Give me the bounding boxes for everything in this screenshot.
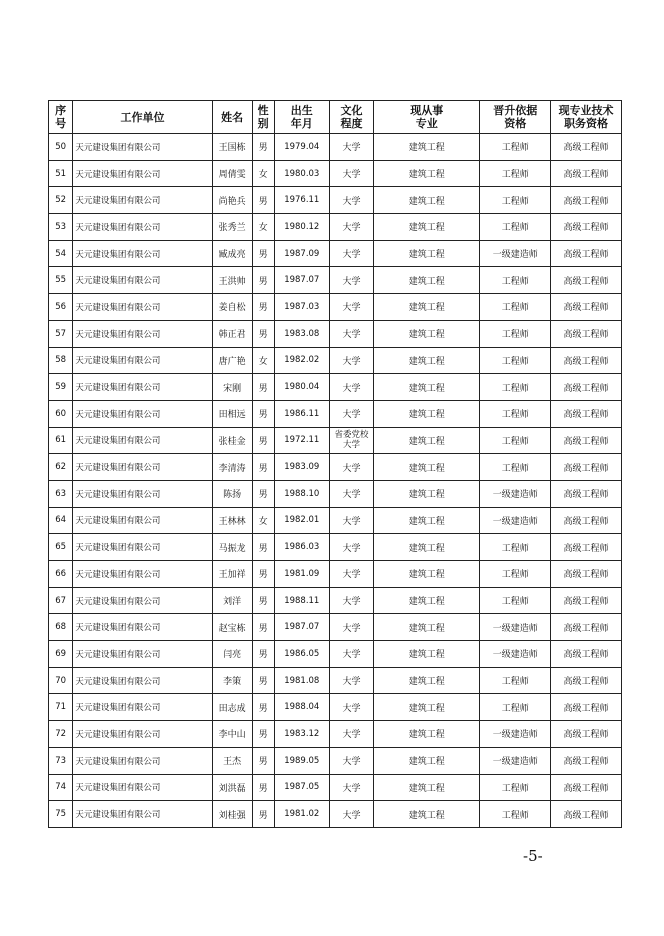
cell-seq: 52	[49, 187, 73, 214]
cell-seq: 65	[49, 534, 73, 561]
cell-unit: 天元建设集团有限公司	[73, 774, 212, 801]
cell-birth: 1979.04	[274, 134, 329, 161]
header-education: 文化 程度	[329, 101, 373, 134]
header-seq: 序 号	[49, 101, 73, 134]
cell-gender: 男	[252, 454, 274, 481]
cell-specialty: 建筑工程	[374, 534, 480, 561]
table-row	[49, 641, 622, 668]
cell-name: 周倩雯	[212, 160, 252, 187]
cell-specialty: 建筑工程	[374, 427, 480, 454]
table-row	[49, 214, 622, 241]
table-row	[49, 134, 622, 161]
cell-birth: 1987.09	[274, 240, 329, 267]
cell-gender: 男	[252, 374, 274, 401]
table-row	[49, 454, 622, 481]
cell-basis: 一级建造师	[480, 480, 551, 507]
cell-birth: 1987.07	[274, 614, 329, 641]
cell-gender: 女	[252, 160, 274, 187]
cell-education: 大学	[329, 374, 373, 401]
cell-title: 高级工程师	[551, 320, 622, 347]
cell-specialty: 建筑工程	[374, 294, 480, 321]
table-row	[49, 667, 622, 694]
cell-gender: 男	[252, 400, 274, 427]
cell-name: 闫亮	[212, 641, 252, 668]
table-row	[49, 294, 622, 321]
cell-basis: 工程师	[480, 561, 551, 588]
cell-seq: 61	[49, 427, 73, 454]
cell-title: 高级工程师	[551, 187, 622, 214]
cell-name: 臧成亮	[212, 240, 252, 267]
table-row	[49, 240, 622, 267]
cell-unit: 天元建设集团有限公司	[73, 294, 212, 321]
cell-name: 王国栋	[212, 134, 252, 161]
page-number: -5-	[523, 847, 543, 865]
cell-name: 李中山	[212, 721, 252, 748]
cell-unit: 天元建设集团有限公司	[73, 160, 212, 187]
table-row	[49, 694, 622, 721]
cell-gender: 男	[252, 561, 274, 588]
header-gender: 性 别	[252, 101, 274, 134]
cell-unit: 天元建设集团有限公司	[73, 427, 212, 454]
cell-seq: 74	[49, 774, 73, 801]
cell-basis: 工程师	[480, 187, 551, 214]
cell-specialty: 建筑工程	[374, 480, 480, 507]
cell-name: 刘桂强	[212, 801, 252, 828]
cell-birth: 1988.11	[274, 587, 329, 614]
cell-name: 韩正君	[212, 320, 252, 347]
cell-seq: 53	[49, 214, 73, 241]
cell-seq: 69	[49, 641, 73, 668]
cell-education: 大学	[329, 214, 373, 241]
cell-unit: 天元建设集团有限公司	[73, 641, 212, 668]
cell-title: 高级工程师	[551, 454, 622, 481]
cell-birth: 1982.02	[274, 347, 329, 374]
table-row	[49, 320, 622, 347]
cell-specialty: 建筑工程	[374, 614, 480, 641]
cell-birth: 1989.05	[274, 747, 329, 774]
cell-seq: 50	[49, 134, 73, 161]
cell-gender: 男	[252, 747, 274, 774]
cell-title: 高级工程师	[551, 294, 622, 321]
cell-seq: 64	[49, 507, 73, 534]
cell-title: 高级工程师	[551, 614, 622, 641]
table-row	[49, 721, 622, 748]
cell-education: 大学	[329, 507, 373, 534]
cell-title: 高级工程师	[551, 561, 622, 588]
cell-seq: 55	[49, 267, 73, 294]
cell-gender: 男	[252, 427, 274, 454]
cell-unit: 天元建设集团有限公司	[73, 134, 212, 161]
cell-unit: 天元建设集团有限公司	[73, 454, 212, 481]
cell-title: 高级工程师	[551, 347, 622, 374]
table-row	[49, 480, 622, 507]
cell-title: 高级工程师	[551, 534, 622, 561]
cell-unit: 天元建设集团有限公司	[73, 747, 212, 774]
table-row	[49, 801, 622, 828]
cell-education: 省委党校 大学	[329, 427, 373, 454]
cell-name: 马振龙	[212, 534, 252, 561]
cell-basis: 工程师	[480, 454, 551, 481]
cell-unit: 天元建设集团有限公司	[73, 400, 212, 427]
cell-name: 姜自松	[212, 294, 252, 321]
cell-title: 高级工程师	[551, 721, 622, 748]
cell-specialty: 建筑工程	[374, 587, 480, 614]
cell-gender: 男	[252, 534, 274, 561]
cell-gender: 男	[252, 801, 274, 828]
cell-education: 大学	[329, 187, 373, 214]
table-row	[49, 267, 622, 294]
cell-seq: 66	[49, 561, 73, 588]
cell-name: 赵宝栋	[212, 614, 252, 641]
cell-gender: 女	[252, 214, 274, 241]
cell-title: 高级工程师	[551, 667, 622, 694]
cell-seq: 68	[49, 614, 73, 641]
cell-birth: 1983.12	[274, 721, 329, 748]
cell-title: 高级工程师	[551, 480, 622, 507]
cell-title: 高级工程师	[551, 774, 622, 801]
table-row	[49, 160, 622, 187]
cell-basis: 一级建造师	[480, 507, 551, 534]
cell-unit: 天元建设集团有限公司	[73, 347, 212, 374]
cell-seq: 60	[49, 400, 73, 427]
cell-unit: 天元建设集团有限公司	[73, 694, 212, 721]
cell-title: 高级工程师	[551, 374, 622, 401]
cell-unit: 天元建设集团有限公司	[73, 801, 212, 828]
cell-education: 大学	[329, 561, 373, 588]
cell-basis: 一级建造师	[480, 240, 551, 267]
cell-gender: 男	[252, 774, 274, 801]
cell-education: 大学	[329, 400, 373, 427]
cell-unit: 天元建设集团有限公司	[73, 507, 212, 534]
cell-unit: 天元建设集团有限公司	[73, 561, 212, 588]
cell-birth: 1983.09	[274, 454, 329, 481]
cell-birth: 1987.05	[274, 774, 329, 801]
cell-title: 高级工程师	[551, 587, 622, 614]
cell-seq: 51	[49, 160, 73, 187]
cell-name: 陈扬	[212, 480, 252, 507]
cell-basis: 工程师	[480, 400, 551, 427]
cell-basis: 一级建造师	[480, 721, 551, 748]
cell-seq: 59	[49, 374, 73, 401]
table-row	[49, 587, 622, 614]
cell-gender: 男	[252, 240, 274, 267]
cell-birth: 1983.08	[274, 320, 329, 347]
cell-basis: 工程师	[480, 774, 551, 801]
cell-name: 张秀兰	[212, 214, 252, 241]
cell-gender: 男	[252, 294, 274, 321]
cell-gender: 男	[252, 667, 274, 694]
cell-specialty: 建筑工程	[374, 374, 480, 401]
cell-basis: 工程师	[480, 134, 551, 161]
cell-basis: 工程师	[480, 214, 551, 241]
cell-basis: 工程师	[480, 587, 551, 614]
cell-specialty: 建筑工程	[374, 561, 480, 588]
header-basis: 晋升依据 资格	[480, 101, 551, 134]
cell-name: 尚艳兵	[212, 187, 252, 214]
cell-basis: 工程师	[480, 694, 551, 721]
cell-education: 大学	[329, 480, 373, 507]
table-row	[49, 187, 622, 214]
cell-education: 大学	[329, 134, 373, 161]
cell-specialty: 建筑工程	[374, 320, 480, 347]
cell-name: 田相远	[212, 400, 252, 427]
cell-birth: 1972.11	[274, 427, 329, 454]
cell-title: 高级工程师	[551, 214, 622, 241]
cell-specialty: 建筑工程	[374, 721, 480, 748]
cell-title: 高级工程师	[551, 240, 622, 267]
cell-education: 大学	[329, 721, 373, 748]
cell-specialty: 建筑工程	[374, 214, 480, 241]
cell-seq: 70	[49, 667, 73, 694]
cell-specialty: 建筑工程	[374, 694, 480, 721]
cell-unit: 天元建设集团有限公司	[73, 534, 212, 561]
cell-specialty: 建筑工程	[374, 801, 480, 828]
cell-education: 大学	[329, 534, 373, 561]
cell-name: 唐广艳	[212, 347, 252, 374]
cell-birth: 1980.12	[274, 214, 329, 241]
cell-birth: 1981.09	[274, 561, 329, 588]
cell-name: 刘洪磊	[212, 774, 252, 801]
cell-title: 高级工程师	[551, 641, 622, 668]
cell-education: 大学	[329, 160, 373, 187]
cell-birth: 1981.02	[274, 801, 329, 828]
cell-specialty: 建筑工程	[374, 187, 480, 214]
cell-basis: 工程师	[480, 801, 551, 828]
cell-gender: 男	[252, 587, 274, 614]
cell-specialty: 建筑工程	[374, 400, 480, 427]
table-row	[49, 374, 622, 401]
header-name: 姓名	[212, 101, 252, 134]
cell-unit: 天元建设集团有限公司	[73, 240, 212, 267]
cell-education: 大学	[329, 641, 373, 668]
cell-basis: 工程师	[480, 427, 551, 454]
table-row	[49, 507, 622, 534]
cell-birth: 1976.11	[274, 187, 329, 214]
cell-specialty: 建筑工程	[374, 454, 480, 481]
cell-basis: 一级建造师	[480, 747, 551, 774]
cell-education: 大学	[329, 747, 373, 774]
cell-name: 李策	[212, 667, 252, 694]
cell-gender: 男	[252, 267, 274, 294]
personnel-table	[48, 100, 622, 828]
cell-gender: 男	[252, 187, 274, 214]
cell-unit: 天元建设集团有限公司	[73, 480, 212, 507]
cell-seq: 71	[49, 694, 73, 721]
cell-title: 高级工程师	[551, 747, 622, 774]
cell-education: 大学	[329, 320, 373, 347]
cell-basis: 一级建造师	[480, 614, 551, 641]
table-row	[49, 561, 622, 588]
cell-unit: 天元建设集团有限公司	[73, 320, 212, 347]
cell-name: 张桂金	[212, 427, 252, 454]
cell-birth: 1987.03	[274, 294, 329, 321]
cell-basis: 工程师	[480, 347, 551, 374]
cell-name: 田志成	[212, 694, 252, 721]
cell-specialty: 建筑工程	[374, 641, 480, 668]
cell-birth: 1986.03	[274, 534, 329, 561]
cell-gender: 女	[252, 507, 274, 534]
cell-title: 高级工程师	[551, 694, 622, 721]
cell-unit: 天元建设集团有限公司	[73, 267, 212, 294]
table-row	[49, 534, 622, 561]
cell-education: 大学	[329, 240, 373, 267]
cell-basis: 工程师	[480, 294, 551, 321]
table-row	[49, 347, 622, 374]
cell-unit: 天元建设集团有限公司	[73, 721, 212, 748]
cell-basis: 工程师	[480, 667, 551, 694]
cell-education: 大学	[329, 294, 373, 321]
cell-seq: 72	[49, 721, 73, 748]
cell-name: 刘洋	[212, 587, 252, 614]
cell-specialty: 建筑工程	[374, 667, 480, 694]
cell-birth: 1980.03	[274, 160, 329, 187]
table-row	[49, 427, 622, 454]
cell-unit: 天元建设集团有限公司	[73, 374, 212, 401]
cell-basis: 工程师	[480, 160, 551, 187]
cell-basis: 工程师	[480, 320, 551, 347]
cell-specialty: 建筑工程	[374, 160, 480, 187]
cell-education: 大学	[329, 267, 373, 294]
cell-gender: 男	[252, 641, 274, 668]
cell-birth: 1980.04	[274, 374, 329, 401]
cell-seq: 67	[49, 587, 73, 614]
cell-seq: 62	[49, 454, 73, 481]
header-specialty: 现从事 专业	[374, 101, 480, 134]
cell-education: 大学	[329, 587, 373, 614]
cell-education: 大学	[329, 694, 373, 721]
cell-basis: 工程师	[480, 374, 551, 401]
cell-title: 高级工程师	[551, 801, 622, 828]
cell-specialty: 建筑工程	[374, 134, 480, 161]
cell-specialty: 建筑工程	[374, 774, 480, 801]
cell-seq: 54	[49, 240, 73, 267]
cell-unit: 天元建设集团有限公司	[73, 667, 212, 694]
cell-name: 王林林	[212, 507, 252, 534]
table-row	[49, 400, 622, 427]
cell-title: 高级工程师	[551, 134, 622, 161]
cell-name: 李清涛	[212, 454, 252, 481]
cell-seq: 73	[49, 747, 73, 774]
cell-name: 宋刚	[212, 374, 252, 401]
cell-seq: 57	[49, 320, 73, 347]
cell-unit: 天元建设集团有限公司	[73, 614, 212, 641]
cell-gender: 女	[252, 347, 274, 374]
cell-birth: 1982.01	[274, 507, 329, 534]
cell-specialty: 建筑工程	[374, 747, 480, 774]
cell-basis: 一级建造师	[480, 641, 551, 668]
cell-gender: 男	[252, 134, 274, 161]
cell-gender: 男	[252, 721, 274, 748]
cell-specialty: 建筑工程	[374, 267, 480, 294]
cell-basis: 工程师	[480, 534, 551, 561]
cell-name: 王杰	[212, 747, 252, 774]
cell-specialty: 建筑工程	[374, 507, 480, 534]
header-unit: 工作单位	[73, 101, 212, 134]
cell-birth: 1981.08	[274, 667, 329, 694]
cell-title: 高级工程师	[551, 400, 622, 427]
cell-unit: 天元建设集团有限公司	[73, 187, 212, 214]
cell-gender: 男	[252, 320, 274, 347]
cell-unit: 天元建设集团有限公司	[73, 587, 212, 614]
cell-birth: 1988.04	[274, 694, 329, 721]
cell-education: 大学	[329, 667, 373, 694]
cell-birth: 1986.05	[274, 641, 329, 668]
cell-education: 大学	[329, 614, 373, 641]
cell-specialty: 建筑工程	[374, 347, 480, 374]
cell-title: 高级工程师	[551, 267, 622, 294]
cell-seq: 58	[49, 347, 73, 374]
header-title: 现专业技术 职务资格	[551, 101, 622, 134]
cell-basis: 工程师	[480, 267, 551, 294]
table-row	[49, 774, 622, 801]
table-header-row	[49, 101, 622, 134]
cell-gender: 男	[252, 694, 274, 721]
table-row	[49, 614, 622, 641]
cell-specialty: 建筑工程	[374, 240, 480, 267]
cell-gender: 男	[252, 614, 274, 641]
cell-education: 大学	[329, 801, 373, 828]
cell-gender: 男	[252, 480, 274, 507]
cell-birth: 1988.10	[274, 480, 329, 507]
cell-unit: 天元建设集团有限公司	[73, 214, 212, 241]
cell-birth: 1986.11	[274, 400, 329, 427]
cell-education: 大学	[329, 454, 373, 481]
cell-education: 大学	[329, 347, 373, 374]
cell-seq: 75	[49, 801, 73, 828]
cell-title: 高级工程师	[551, 507, 622, 534]
cell-birth: 1987.07	[274, 267, 329, 294]
cell-seq: 63	[49, 480, 73, 507]
cell-seq: 56	[49, 294, 73, 321]
cell-education: 大学	[329, 774, 373, 801]
table-body	[49, 134, 622, 828]
cell-title: 高级工程师	[551, 160, 622, 187]
cell-title: 高级工程师	[551, 427, 622, 454]
cell-name: 王加祥	[212, 561, 252, 588]
header-birth: 出生 年月	[274, 101, 329, 134]
table-row	[49, 747, 622, 774]
cell-name: 王洪帅	[212, 267, 252, 294]
